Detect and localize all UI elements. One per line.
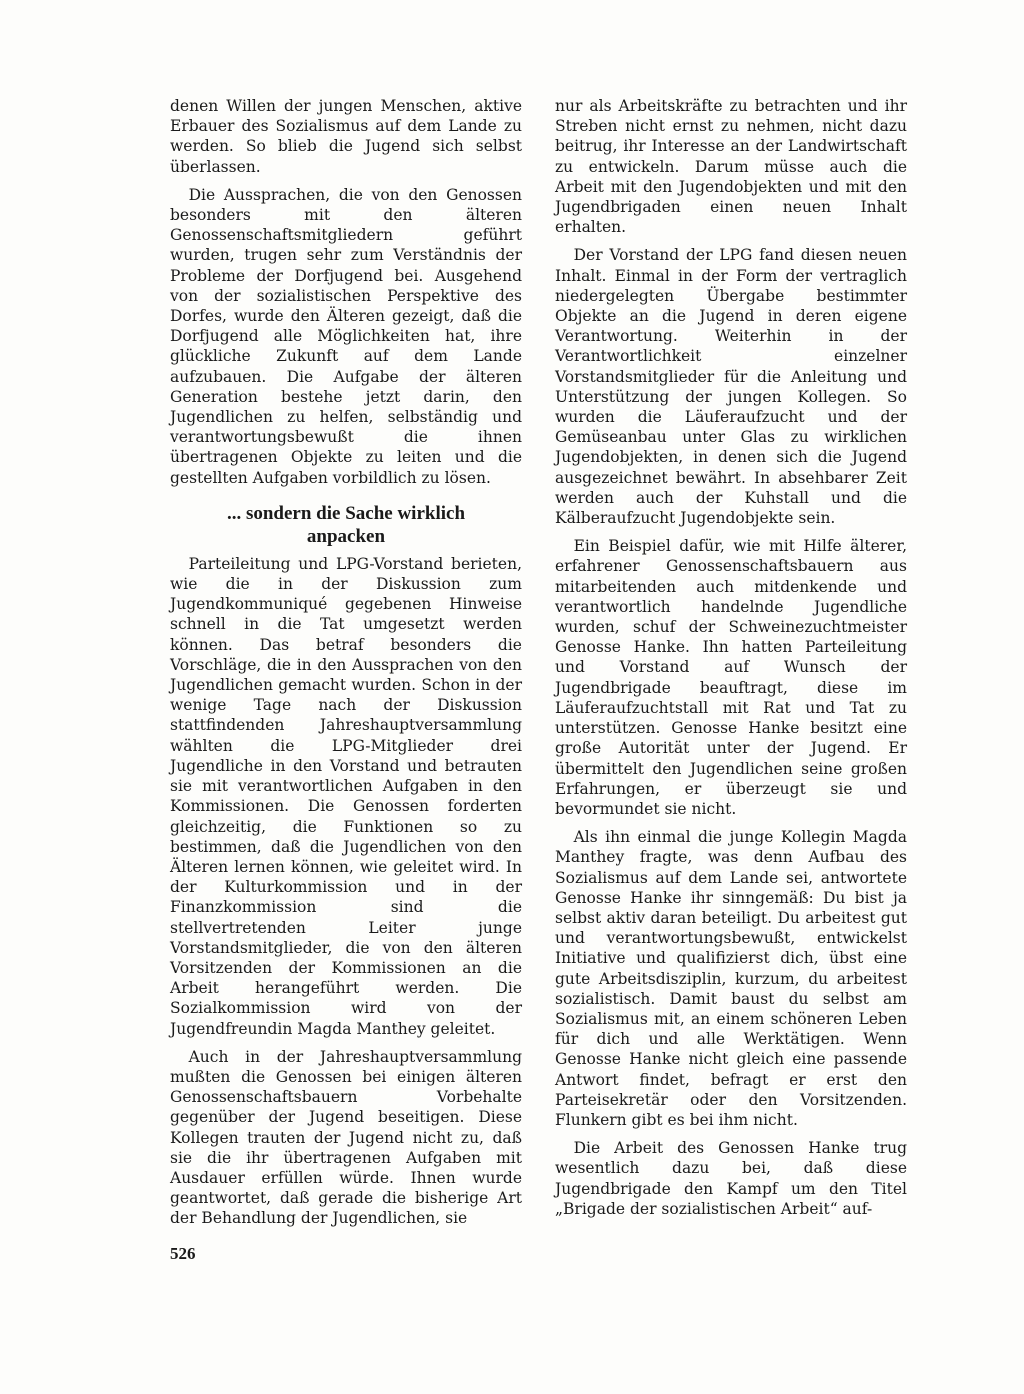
paragraph: Der Vorstand der LPG fand diesen neuen Inhalt. Einmal in der Form der vertraglich niedergelegten Übergabe bestimmter Objekte an die Jugend in deren eigene Verantwortung. Weiterhin in der Verantwortlichkeit einzelner Vorstandsmitglieder für die Anleitung und Unterstützung der jungen Kollegen. So wurden die Läuferaufzucht und der Gemüseanbau unter Glas zu wirklichen Jugendobjekten, in denen sich die Jugend ausgezeichnet bewährt. In absehbarer Zeit werden auch der Kuhstall und die Kälberaufzucht Jugendobjekte sein.	[555, 246, 907, 528]
paragraph: Parteileitung und LPG-Vorstand berieten, wie die in der Diskussion zum Jugendkommuniqué gegebenen Hinweise schnell in die Tat umgesetzt werden können. Das betraf besonders die Vorschläge, die in den Aussprachen von den Jugendlichen gemacht wurden. Schon in der wenige Tage nach der Diskussion stattfindenden Jahreshauptversammlung wählten die LPG-Mitglieder drei Jugendliche in den Vorstand und betrauten sie mit verantwortlichen Aufgaben in den Kommissionen. Die Genossen forderten gleichzeitig, die Funktionen so zu bestimmen, daß die Jugendlichen von den Älteren lernen können, wie geleitet wird. In der Kulturkommission und in der Finanzkommission sind die stellvertretenden Leiter junge Vorstandsmitglieder, die von den älteren Vorsitzenden der Kommissionen an die Arbeit herangeführt werden. Die Sozialkommission wird von der Jugendfreundin Magda Manthey geleitet.	[170, 554, 522, 1038]
right-column	[555, 96, 907, 1227]
paragraph: denen Willen der jungen Menschen, aktive Erbauer des Sozialismus auf dem Lande zu werden. So blieb die Jugend sich selbst überlassen.	[170, 97, 522, 176]
section-heading: ... sondern die Sache wirklich anpacken	[226, 502, 466, 547]
paragraph: Ein Beispiel dafür, wie mit Hilfe älterer, erfahrener Genossenschaftsbauern aus mitarbeitenden auch mitdenkende und verantwortlich handelnde Jugendliche wurden, schuf der Schweinezuchtmeister Genosse Hanke. Ihn hatten Parteileitung und Vorstand auf Wunsch der Jugendbrigade beauftragt, diese im Läuferaufzuchtstall mit Rat und Tat zu unterstützen. Genosse Hanke besitzt eine große Autorität unter der Jugend. Er übermittelt den Jugendlichen seine großen Erfahrungen, er überzeugt sie und bevormundet sie nicht.	[555, 537, 907, 818]
paragraph: Als ihn einmal die junge Kollegin Magda Manthey fragte, was denn Aufbau des Sozialismus auf dem Lande sei, antwortete Genosse Hanke ihr sinngemäß: Du bist ja selbst aktiv daran beteiligt. Du arbeitest gut und verantwortungsbewußt, entwickelst Initiative und qualifizierst dich, übst eine gute Arbeitsdisziplin, kurzum, du arbeitest sozialistisch. Damit baust du selbst am Sozialismus mit, an einem schöneren Leben für dich und alle Werktätigen. Wenn Genosse Hanke nicht gleich eine passende Antwort findet, befragt er erst den Parteisekretär oder den Vorsitzenden. Flunkern gibt es bei ihm nicht.	[555, 828, 907, 1129]
paragraph: nur als Arbeitskräfte zu betrachten und ihr Streben nicht ernst zu nehmen, nicht dazu beitrug, ihr Interesse an der Landwirtschaft zu entwickeln. Darum müsse auch die Arbeit mit den Jugendobjekten und mit den Jugendbrigaden einen neuen Inhalt erhalten.	[555, 97, 907, 237]
paragraph: Die Arbeit des Genossen Hanke trug wesentlich dazu bei, daß diese Jugendbrigade den Kampf um den Titel „Brigade der sozialistischen Arbeit“ auf-	[555, 1139, 907, 1218]
page-number: 526	[170, 1244, 196, 1263]
paragraph: Die Aussprachen, die von den Genossen besonders mit den älteren Genossenschaftsmitgliedern geführt wurden, trugen sehr zum Verständnis der Probleme der Dorfjugend bei. Ausgehend von der sozialistischen Perspektive des Dorfes, wurde den Älteren gezeigt, daß die Dorfjugend alle Möglichkeiten hat, ihre glückliche Zukunft auf dem Lande aufzubauen. Die Aufgabe der älteren Generation bestehe jetzt darin, den Jugendlichen zu helfen, selbständig und verantwortungsbewußt die ihnen übertragenen Objekte zu leiten und die gestellten Aufgaben vorbildlich zu lösen.	[170, 185, 522, 487]
paragraph: Auch in der Jahreshauptversammlung mußten die Genossen bei einigen älteren Genossenschaftsbauern Vorbehalte gegenüber der Jugend beseitigen. Diese Kollegen trauten der Jugend nicht zu, daß sie die ihr übertragenen Aufgaben mit Ausdauer erfüllen würde. Ihnen wurde geantwortet, daß gerade die bisherige Art der Behandlung der Jugendlichen, sie	[170, 1047, 522, 1228]
left-column	[170, 96, 522, 1237]
